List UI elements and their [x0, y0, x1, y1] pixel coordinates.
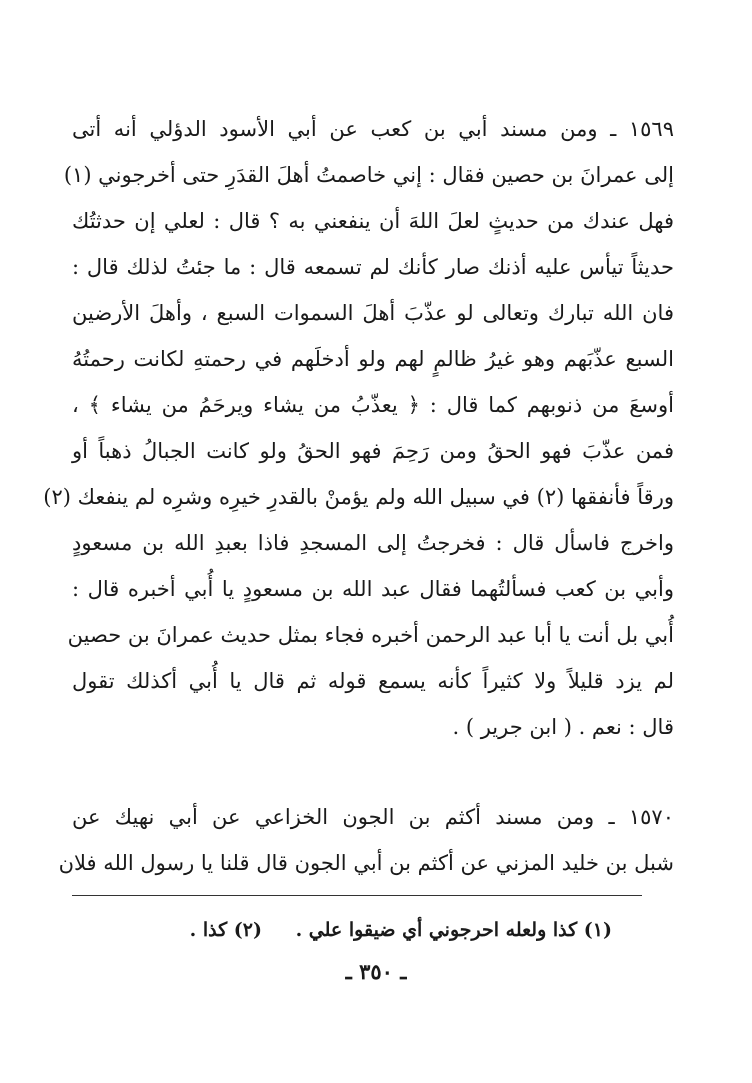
text-line: شبل بن خليد المزني عن أكثم بن أبي الجون قال قلنا يا رسول الله فلان — [58, 851, 674, 875]
text-line: حديثاً تيأس عليه أذنك صار كأنك لم تسمعه قال : ما جئتُ لذلك قال : — [72, 255, 674, 279]
text-line: ١٥٦٩ ـ ومن مسند أبي بن كعب عن أبي الأسود الدؤلي أنه أتى — [72, 117, 674, 141]
footnote-2: (٢) كذا . — [189, 919, 262, 941]
text-line: ١٥٧٠ ـ ومن مسند أكثم بن الجون الخزاعي عن أبي نهيك عن — [72, 805, 674, 829]
page-number: ـ ٣٥٠ ـ — [345, 959, 407, 984]
text-line: فان الله تبارك وتعالى لو عذّبَ أهلَ السموات السبع ، وأهلَ الأرضين — [72, 301, 674, 325]
text-line: ورقاً فأنفقها (٢) في سبيل الله ولم يؤمنْ بالقدرِ خيرِه وشرِه لم ينفعك (٢) — [43, 485, 674, 509]
footnote-1: (١) كذا ولعله احرجوني أي ضيقوا علي . — [295, 919, 612, 941]
text-line: أُبي بل أنت يا أبا عبد الرحمن أخبره فجاء بمثل حديث عمرانَ بن حصين — [67, 623, 674, 647]
text-line: واخرج فاسأل قال : فخرجتُ إلى المسجدِ فاذا بعبدِ الله بن مسعودٍ — [72, 531, 674, 555]
text-line: لم يزد قليلاً ولا كثيراً كأنه يسمع قوله ثم قال يا أُبي أكذلك تقول — [72, 669, 674, 693]
footnotes — [72, 910, 642, 950]
text-line: وأبي بن كعب فسألتُهما فقال عبد الله بن مسعودٍ يا أُبي أخبره قال : — [72, 577, 674, 601]
text-line: السبع عذّبَهم وهو غيرُ ظالمٍ لهم ولو أدخلَهم في رحمتهِ لكانت رحمتُهُ — [72, 347, 674, 371]
text-line: إلى عمرانَ بن حصين فقال : إني خاصمتُ أهلَ القدَرِ حتى أخرجوني (١) — [63, 163, 674, 187]
footnote-divider — [72, 895, 642, 896]
text-line: فهل عندك من حديثٍ لعلَ اللهَ أن ينفعني به ؟ قال : لعلي إن حدثتُك — [72, 209, 674, 233]
text-line: أوسعَ من ذنوبهم كما قال : ﴿ يعذّبُ من يشاء ويرحَمُ من يشاء ﴾ ، — [72, 393, 674, 417]
text-line: فمن عذّبَ فهو الحقُ ومن رَحِمَ فهو الحقُ ولو كانت الجبالُ ذهباً أو — [72, 439, 674, 463]
text-line: قال : نعم . ( ابن جرير ) . — [452, 715, 674, 739]
